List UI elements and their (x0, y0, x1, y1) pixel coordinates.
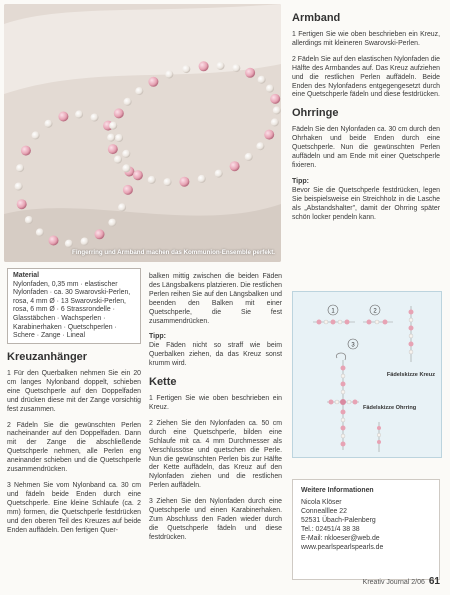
page-number: 61 (428, 576, 440, 587)
info-website[interactable]: www.pearlspearlspearls.de (301, 544, 384, 551)
step-number-1: 1 (331, 308, 335, 315)
diagram-label-kreuz: Fädelskizze Kreuz (386, 372, 435, 378)
threading-diagram (292, 291, 442, 458)
info-name: Nicola Klöser (301, 499, 342, 506)
info-box (292, 479, 440, 580)
armband-step-2: 2 Fädeln Sie auf den elastischen Nylonfaden die Hälfte des Armbandes auf. Das Kreuz aufziehen und die restlichen Perlen auffädeln. Beide Enden des Nylonfadens entgegengesetzt durch eine Quetschperle fädeln und diese festdrücken. (292, 55, 440, 99)
info-city: 52531 Übach-Palenberg (301, 517, 376, 524)
column-right (292, 12, 440, 229)
photo-caption: Fingerring und Armband machen das Kommunion-Ensemble perfekt. (72, 248, 275, 256)
armband-heading: Armband (292, 12, 341, 24)
ohrringe-heading: Ohrringe (292, 107, 339, 120)
kreuz-step-3: 3 Nehmen Sie vom Nylonband ca. 30 cm und fädeln beide Enden durch eine Quetschperle. Eine kleine Schlaufe (ca. 2 mm) formen, die Quetschperle festdrücken und den oberen Teil des Kreuzes auf beide Enden auffädeln. Den fertigen Quer- (7, 481, 141, 534)
kreuz-step-2: 2 Fädeln Sie die gewünschten Perlen nacheinander auf den Doppelfaden. Dann mit der Zange die abschließende Quetschperle nehmen, alle Perlen eng aneinander schieben und die Quetschperle zusammendrücken. (7, 421, 141, 474)
tipp-text: Die Fäden nicht so straff wie beim Querbalken ziehen, da das Kreuz sonst krumm wird. (149, 342, 282, 368)
diagram-label-ohrring: Fädelskizze Ohrring (363, 405, 417, 411)
info-street: Connealllee 22 (301, 508, 347, 515)
tipp-label: Tipp: (149, 333, 166, 341)
kreuz-step-3-cont: balken mittig zwischen die beiden Fäden des Längsbalkens platzieren. Die restlichen Perlen reihen Sie auf den Längsbalken und beenden den Balken mit einer Quetschperle, die Sie fest zusammendrücken. (149, 273, 282, 325)
column-middle (149, 273, 282, 550)
kreuzanhaenger-heading: Kreuzanhänger (7, 351, 88, 363)
material-box (7, 268, 141, 344)
kette-step-1: 1 Fertigen Sie wie oben beschrieben ein Kreuz. (149, 395, 282, 411)
column-left (7, 351, 141, 542)
ohrringe-text: Fädeln Sie den Nylonfaden ca. 30 cm durch den Ohrhaken und beide Enden durch eine Quetschperle. Nun die gewünschten Perlen auffädeln und am Ende mit einer Quetschperle fixieren. (292, 126, 440, 169)
material-title: Material (13, 272, 40, 279)
kreuz-step-1: 1 Für den Querbalken nehmen Sie ein 20 cm langes Nylonband doppelt, schieben eine Quetschperle auf den Doppelfaden und drücken diese mit der Zange vorsichtig fest zusammen. (7, 370, 141, 413)
info-phone: Tel.: 02451/4 38 38 (301, 526, 360, 533)
kette-step-2: 2 Ziehen Sie den Nylonfaden ca. 50 cm durch eine Quetschperle, bilden eine Schlaufe mit ca. 4 mm Durchmesser als Verschlussöse und quetschen die Perle. Nun die gewünschten Perlen bis zur Hälfte der Kette auffädeln, das Kreuz auf den Nylonfaden ziehen und die restlichen Perlen auffädeln. (149, 419, 282, 490)
step-number-3: 3 (351, 342, 355, 349)
step-number-2: 2 (373, 308, 377, 315)
journal-name: Kreativ Journal 2/06 (362, 579, 425, 586)
info-email[interactable]: E-Mail: nkloeser@web.de (301, 535, 380, 542)
kette-heading: Kette (149, 376, 177, 389)
jewelry-photo (4, 4, 281, 262)
kette-step-3: 3 Ziehen Sie den Nylonfaden durch eine Quetschperle und einen Karabinerhaken. Zum Abschluss den Faden wieder durch die Quetschperle fädeln und diese festdrücken. (149, 498, 282, 541)
armband-step-1: 1 Fertigen Sie wie oben beschrieben ein Kreuz, allerdings mit kleineren Swarovski-Perlen. (292, 31, 440, 47)
material-text: Nylonfaden, 0,35 mm · elastischer Nylonfaden · ca. 30 Swarovski-Perlen, rosa, 4 mm Ø · 13 Swarovski-Perlen, rosa, 6 mm Ø · 6 Strassrondelle · Glasstäbchen · Wachsperlen · Karabinerhaken · Quetschperlen · Schere · Zange · Lineal (13, 280, 131, 340)
ohrringe-tipp-text: Bevor Sie die Quetschperle festdrücken, legen Sie beispielsweise ein Streichholz in die Lasche als „Abstandshalter", damit der Ohrring später schön locker pendeln kann. (292, 186, 440, 221)
bracelet-illustration (4, 4, 281, 262)
ohrringe-tipp-label: Tipp: (292, 177, 309, 185)
info-title: Weitere Informationen (301, 487, 374, 494)
page-footer (363, 576, 440, 587)
